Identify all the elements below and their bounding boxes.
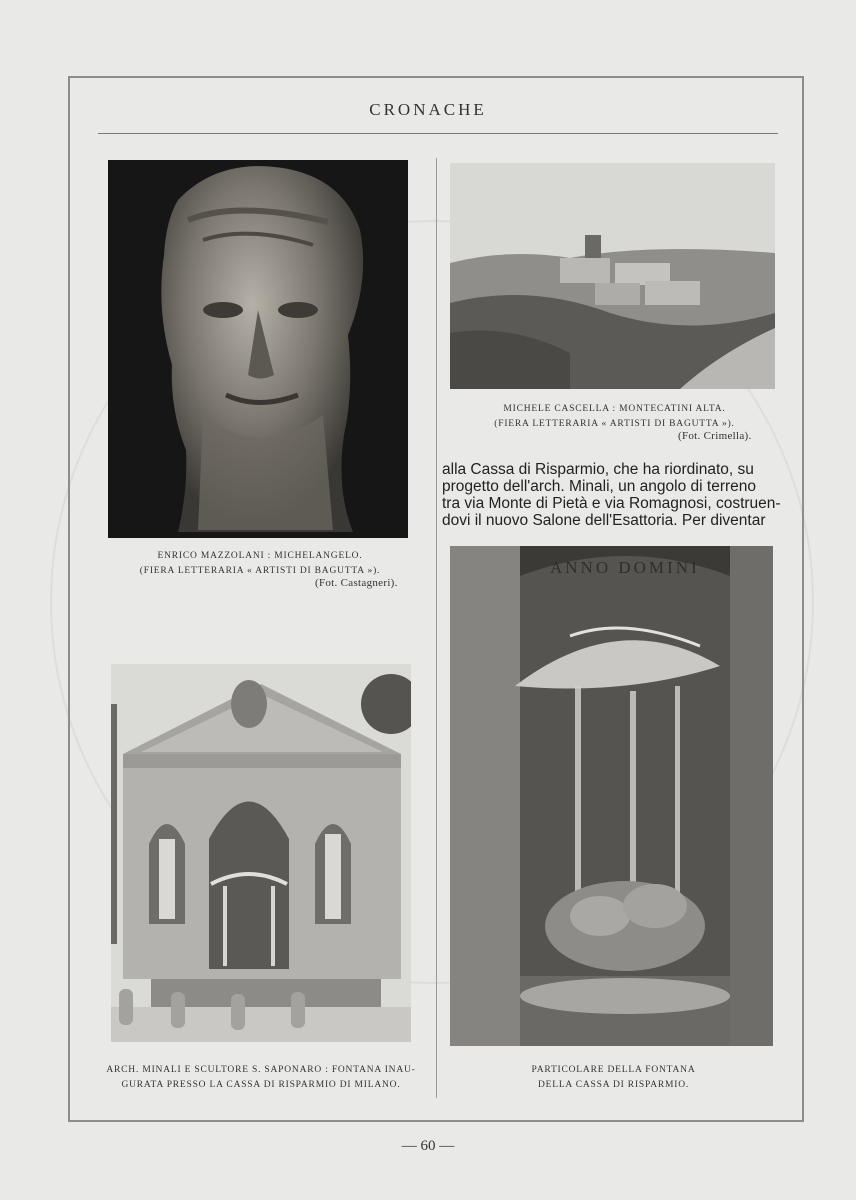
caption-top-left <box>110 549 410 579</box>
fountain-building-image <box>111 664 411 1042</box>
page-title: CRONACHE <box>369 100 487 119</box>
sculpture-head-photo <box>108 160 408 538</box>
header-rule <box>98 133 778 134</box>
caption-bottom-right <box>452 1063 775 1093</box>
caption-bottom-left-line1: ARCH. MINALI E SCULTORE S. SAPONARO : FONTANA INAU- <box>106 1065 416 1075</box>
fountain-detail-photo <box>450 546 773 1046</box>
credit-top-right: (Fot. Crimella). <box>678 430 752 442</box>
column-divider <box>436 158 437 1098</box>
article-text-line: dovi il nuovo Salone dell'Esattoria. Per diventar <box>442 512 766 529</box>
caption-bottom-left <box>100 1063 422 1093</box>
caption-bottom-right-line2: DELLA CASSA DI RISPARMIO. <box>537 1080 690 1090</box>
landscape-painting-image <box>450 163 775 389</box>
sculpture-head-image <box>108 160 408 538</box>
article-text-line: progetto dell'arch. Minali, un angolo di terreno <box>442 478 757 495</box>
fountain-inscription: ANNO DOMINI <box>550 558 700 577</box>
article-text-line: alla Cassa di Risparmio, che ha riordinato, su <box>442 461 754 478</box>
landscape-painting-photo <box>450 163 775 389</box>
caption-top-left-line1: ENRICO MAZZOLANI : MICHELANGELO. <box>157 551 363 561</box>
credit-top-left: (Fot. Castagneri). <box>315 577 398 589</box>
article-text <box>442 461 781 529</box>
caption-top-right-line2: (FIERA LETTERARIA « ARTISTI DI BAGUTTA »). <box>494 419 735 429</box>
fountain-detail-image <box>450 546 773 1046</box>
caption-top-left-line2: (FIERA LETTERARIA « ARTISTI DI BAGUTTA »). <box>139 566 381 576</box>
caption-bottom-right-line1: PARTICOLARE DELLA FONTANA <box>531 1065 696 1075</box>
caption-top-right-line1: MICHELE CASCELLA : MONTECATINI ALTA. <box>503 404 726 414</box>
caption-bottom-left-line2: GURATA PRESSO LA CASSA DI RISPARMIO DI MILANO. <box>121 1080 401 1090</box>
fountain-building-photo <box>111 664 411 1042</box>
page-number: — 60 — <box>401 1138 455 1154</box>
article-text-line: tra via Monte di Pietà e via Romagnosi, costruen- <box>442 495 781 512</box>
caption-top-right <box>452 402 777 432</box>
